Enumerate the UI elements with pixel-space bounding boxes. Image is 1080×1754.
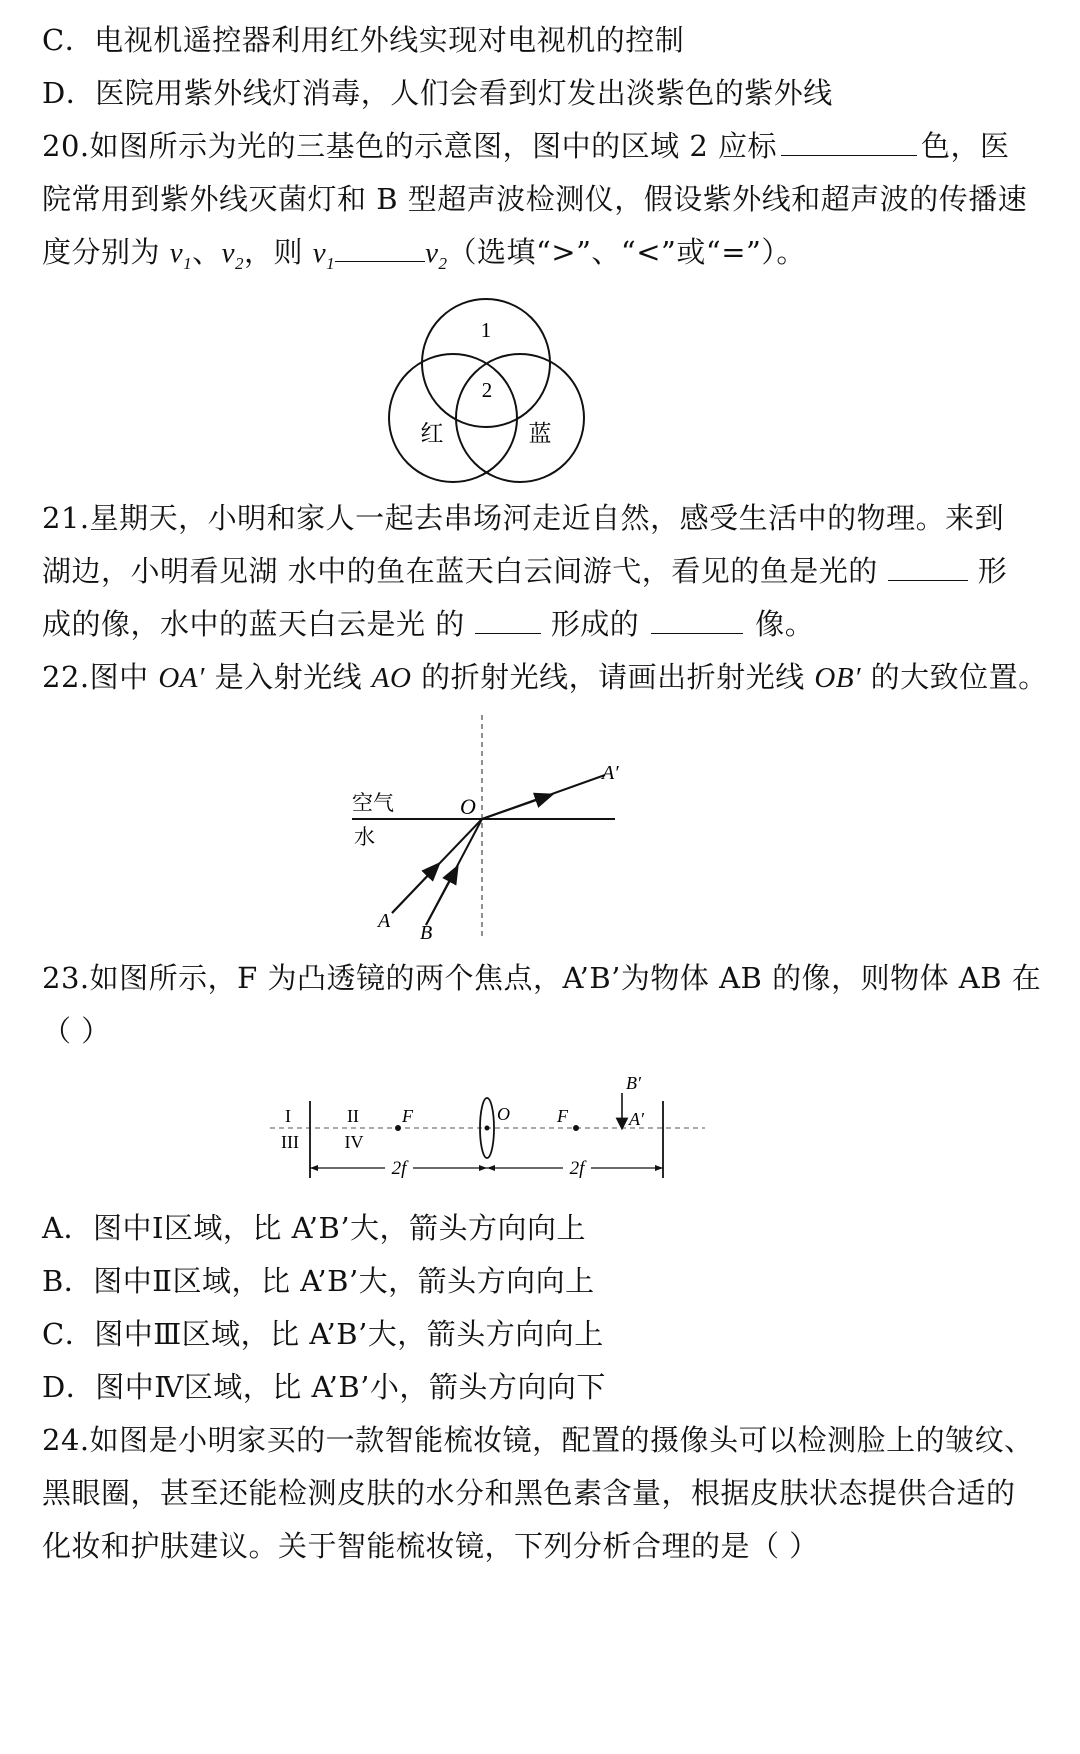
q23-option-b[interactable]: B．图中Ⅱ区域，比 A’B’大，箭头方向向上 [42, 1264, 595, 1298]
label-f-left: F [402, 1106, 413, 1126]
q20-then: ，则 [244, 235, 304, 269]
q22-ao: AO [371, 662, 412, 694]
ray-ao-arrow [392, 869, 434, 913]
q21-line-3 [42, 604, 814, 644]
q23-lens-figure [265, 1068, 715, 1188]
q22-refraction-figure [340, 710, 640, 950]
venn-label-blue: 蓝 [528, 421, 552, 446]
label-2f-left: 2f [391, 1158, 407, 1179]
q22-ob: OB′ [814, 662, 861, 694]
q20-blank-compare[interactable] [335, 233, 425, 262]
q24-line-2: 黑眼圈，甚至还能检测皮肤的水分和黑色素含量，根据皮肤状态提供合适的 [42, 1476, 1016, 1510]
dim-arrow-3 [487, 1165, 495, 1171]
q20-line-3 [42, 232, 806, 284]
label-b-prime: B′ [626, 1073, 641, 1093]
ray-bo-arrow [426, 873, 454, 925]
q20-text-d: （选填“>”、“<”或“=”）。 [447, 235, 806, 269]
lens-center [485, 1126, 490, 1131]
q24-line-3: 化妆和护肤建议。关于智能梳妆镜，下列分析合理的是（ ） [42, 1529, 819, 1563]
q19-option-d: D．医院用紫外线灯消毒，人们会看到灯发出淡紫色的紫外线 [42, 76, 833, 110]
label-2f-right: 2f [569, 1158, 585, 1179]
label-a-prime: A′ [602, 762, 619, 784]
q23-line-1: 23.如图所示，F 为凸透镜的两个焦点，A’B’为物体 AB 的像，则物体 AB 在 [42, 961, 1042, 995]
q21-line-2 [42, 551, 1007, 591]
label-a-prime: A′ [629, 1109, 644, 1129]
label-a: A [378, 910, 391, 932]
q20-v1: $v_1$ [169, 237, 193, 273]
q21-blank-2[interactable] [475, 605, 541, 634]
q21-line-1: 21.星期天，小明和家人一起去串场河走近自然，感受生活中的物理。来到 [42, 501, 1005, 535]
q21-blank-1[interactable] [888, 552, 968, 581]
q22-oa: OA′ [158, 662, 205, 694]
region-3-label: III [281, 1132, 299, 1152]
q20-sep: 、 [192, 235, 222, 269]
ray-oa-prime-arrow [482, 797, 545, 819]
label-water: 水 [354, 825, 375, 849]
venn-label-red: 红 [420, 421, 444, 446]
q21-text-c: 成的像，水中的蓝天白云是光 的 [42, 607, 465, 641]
q20-line-1 [42, 126, 1010, 166]
q23-option-c[interactable]: C．图中Ⅲ区域，比 A’B’大，箭头方向向上 [42, 1317, 604, 1351]
venn-label-2: 2 [481, 378, 493, 402]
focus-left [395, 1125, 401, 1131]
label-b: B [420, 922, 433, 944]
q24-line-1: 24.如图是小明家买的一款智能梳妆镜，配置的摄像头可以检测脸上的皱纹、 [42, 1423, 1034, 1457]
q21-text-b: 形 [977, 554, 1008, 588]
q21-text-a: 湖边，小明看见湖 水中的鱼在蓝天白云间游弋，看见的鱼是光的 [42, 554, 878, 588]
q20-text-c: 度分别为 [42, 235, 161, 269]
dim-arrow-1 [310, 1165, 318, 1171]
q20-text-a: 20.如图所示为光的三基色的示意图，图中的区域 2 应标 [42, 129, 778, 163]
q20-v1-again: $v_1$ [312, 237, 336, 273]
q20-text-b: 色，医 [921, 129, 1010, 163]
q23-option-a[interactable]: A．图中Ⅰ区域，比 A’B’大，箭头方向向上 [42, 1211, 587, 1245]
q20-line-2: 院常用到紫外线灭菌灯和 B 型超声波检测仪，假设紫外线和超声波的传播速 [42, 182, 1028, 216]
label-o: O [460, 794, 476, 819]
label-o: O [497, 1104, 510, 1124]
dim-arrow-2 [479, 1165, 487, 1171]
region-2-label: II [347, 1106, 359, 1126]
q22-line: 22.图中 OA′ 是入射光线 AO 的折射光线，请画出折射光线 OB′ 的大致位置。 [42, 660, 1048, 694]
q23-option-d[interactable]: D．图中Ⅳ区域，比 A’B’小，箭头方向向下 [42, 1370, 606, 1404]
q21-blank-3[interactable] [651, 605, 743, 634]
q21-text-e: 像。 [755, 607, 815, 641]
q20-venn-figure [380, 290, 600, 490]
region-4-label: IV [344, 1132, 364, 1152]
focus-right [573, 1125, 579, 1131]
q20-v2: $v_2$ [221, 237, 244, 273]
q23-paren: （ ） [42, 1014, 111, 1048]
region-1-label: I [285, 1106, 291, 1126]
venn-label-1: 1 [480, 318, 492, 342]
q19-option-c: C．电视机遥控器利用红外线实现对电视机的控制 [42, 23, 685, 57]
q20-v2-again: $v_2$ [425, 237, 448, 273]
label-f-right: F [557, 1106, 568, 1126]
dim-arrow-4 [655, 1165, 663, 1171]
q21-text-d: 形成的 [550, 607, 640, 641]
label-air: 空气 [352, 791, 394, 815]
q20-blank-color[interactable] [781, 127, 917, 156]
